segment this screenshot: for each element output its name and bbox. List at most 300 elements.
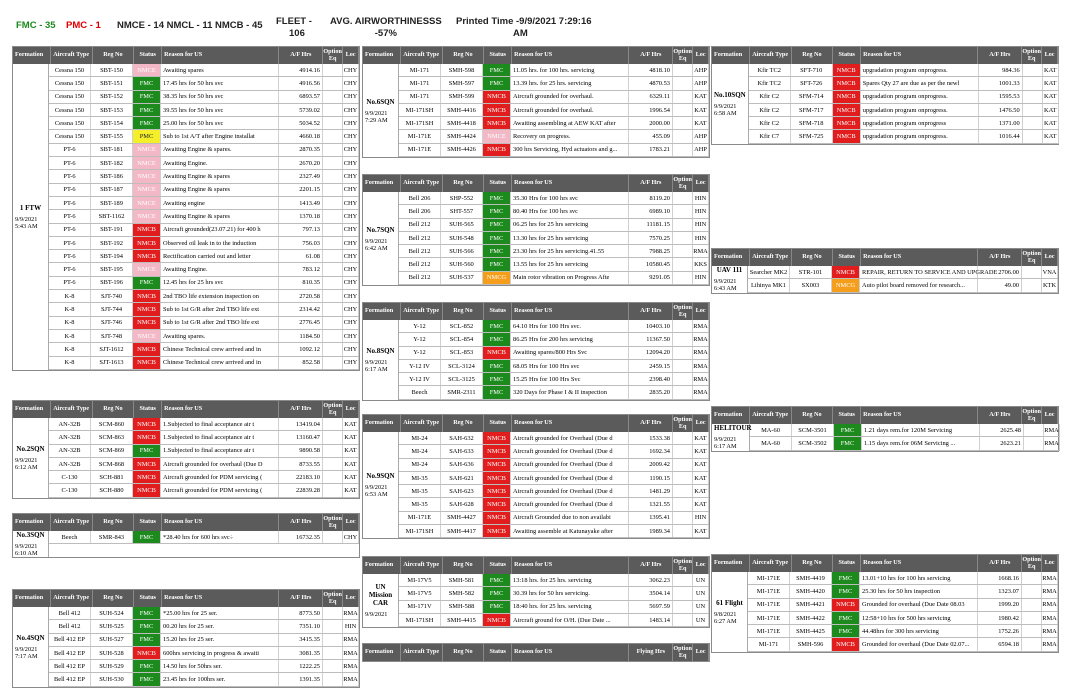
reason: Awaiting spares	[161, 64, 279, 76]
loc: AHP	[693, 77, 709, 89]
af-hrs: 61.08	[279, 250, 323, 262]
block-header-row	[13, 47, 359, 64]
aircraft-row[interactable]	[49, 157, 359, 170]
formation-date: 9/9/2021 6:12 AM	[15, 456, 38, 471]
option-eq	[1022, 625, 1042, 637]
aircraft-row[interactable]	[49, 458, 359, 471]
loc: CHY	[343, 117, 359, 129]
aircraft-row[interactable]	[749, 77, 1059, 90]
column-header-aircraft-type: Aircraft Type	[401, 415, 443, 432]
reason: 18:40 hrs. for 25 hrs. servicing	[511, 601, 629, 613]
loc: CHY	[343, 184, 359, 196]
column-header-aircraft-type: Aircraft Type	[51, 401, 93, 418]
status-badge: NMCG	[832, 279, 860, 291]
status-badge: FMC	[832, 612, 860, 624]
aircraft-type: PT-6	[49, 197, 91, 209]
aircraft-row[interactable]	[399, 64, 709, 77]
aircraft-type: Bell 206	[399, 205, 441, 217]
aircraft-row[interactable]	[49, 91, 359, 104]
option-eq	[323, 224, 343, 236]
af-hrs: 1371.00	[979, 117, 1023, 129]
column-header-loc: Loc	[693, 175, 709, 192]
aircraft-row[interactable]	[399, 459, 709, 472]
column-header-aircraft-type: Aircraft Type	[51, 590, 93, 607]
aircraft-type: PT-6	[49, 250, 91, 262]
status-badge: FMC	[483, 219, 511, 231]
aircraft-type: PT-6	[49, 144, 91, 156]
aircraft-row[interactable]	[49, 144, 359, 157]
status-badge: NMCB	[133, 418, 161, 430]
summary-header	[0, 0, 1080, 46]
column-header-option-eq: Option Eq	[323, 590, 343, 607]
loc: CHY	[343, 343, 359, 355]
af-hrs: 5697.59	[629, 601, 673, 613]
option-eq	[323, 673, 343, 685]
aircraft-row[interactable]	[49, 64, 359, 77]
loc: KAT	[693, 117, 709, 129]
af-hrs: 6989.10	[629, 205, 673, 217]
reg-no: SCH-880	[91, 484, 133, 496]
reg-no: SMH-588	[441, 601, 483, 613]
status-badge: NMCB	[133, 237, 161, 249]
aircraft-row[interactable]	[399, 525, 709, 538]
aircraft-row[interactable]	[399, 601, 709, 614]
reg-no: SBT-186	[91, 170, 133, 182]
loc: RMA	[1044, 437, 1060, 449]
aircraft-row[interactable]	[49, 647, 359, 660]
aircraft-type: AN-32B	[49, 431, 91, 443]
aircraft-row[interactable]	[399, 512, 709, 525]
loc: RMA	[1042, 638, 1058, 650]
aircraft-row[interactable]	[49, 445, 359, 458]
formation-name: No.2SQN	[16, 444, 45, 453]
aircraft-row[interactable]	[750, 424, 1060, 437]
loc: CHY	[343, 104, 359, 116]
aircraft-row[interactable]	[49, 184, 359, 197]
column-header-option-eq: Option Eq	[673, 415, 693, 432]
option-eq	[323, 117, 343, 129]
loc: KAT	[1043, 104, 1059, 116]
reason: Aircraft grounded for overhaul.	[511, 104, 629, 116]
formation-date: 9/9/2021 6:58 AM	[714, 102, 737, 117]
reason: 1.15 days rem.for 06M Servicing ...	[862, 437, 980, 449]
aircraft-row[interactable]	[49, 607, 359, 620]
column-header-aircraft-type: Aircraft Type	[51, 47, 93, 64]
block-header-row	[712, 555, 1058, 572]
aircraft-row[interactable]	[399, 258, 709, 271]
aircraft-row[interactable]	[399, 432, 709, 445]
status-badge: FMC	[133, 77, 161, 89]
status-badge: FMC	[834, 437, 862, 449]
column-header-formation: Formation	[13, 401, 51, 418]
aircraft-type: Bell 212	[399, 232, 441, 244]
column-header-reason: Reason for US	[512, 47, 629, 64]
af-hrs: 1184.50	[279, 330, 323, 342]
af-hrs: 8733.55	[279, 458, 323, 470]
aircraft-row[interactable]	[399, 77, 709, 90]
aircraft-type: MI-171E	[399, 512, 441, 524]
status-badge: NMCB	[483, 614, 511, 626]
loc: CHY	[343, 210, 359, 222]
column-header-reg-no: Reg No	[443, 47, 485, 64]
avg-label: AVG. AIRWORTHINESSS	[330, 16, 442, 27]
aircraft-row[interactable]	[49, 357, 359, 370]
aircraft-type: Bell 412	[49, 607, 91, 619]
aircraft-row[interactable]	[49, 634, 359, 647]
aircraft-row[interactable]	[748, 625, 1058, 638]
column-header-status: Status	[484, 557, 512, 574]
aircraft-row[interactable]	[399, 117, 709, 130]
formation-date: 9/9/2021 6:43 AM	[714, 278, 737, 293]
aircraft-row[interactable]	[399, 614, 709, 627]
status-badge: FMC	[483, 320, 511, 332]
aircraft-row[interactable]	[399, 498, 709, 511]
aircraft-row[interactable]	[748, 585, 1058, 598]
loc: RMA	[693, 320, 709, 332]
aircraft-type: C-130	[49, 471, 91, 483]
status-badge: NMCB	[133, 290, 161, 302]
reg-no: SCL-3124	[441, 360, 483, 372]
loc: RMA	[343, 634, 359, 646]
status-badge: FMC	[483, 601, 511, 613]
option-eq	[323, 170, 343, 182]
option-eq	[673, 574, 693, 586]
column-header-reg-no: Reg No	[792, 47, 834, 64]
aircraft-row[interactable]	[49, 343, 359, 356]
aircraft-type: Kfir C2	[749, 91, 791, 103]
reg-no: SJT-1612	[91, 343, 133, 355]
column-header-formation: Formation	[363, 557, 401, 574]
status-badge: NMCB	[833, 130, 861, 142]
af-hrs: 8119.20	[629, 192, 673, 204]
aircraft-row[interactable]	[749, 91, 1059, 104]
aircraft-row[interactable]	[399, 333, 709, 346]
column-header-af-hrs: A/F Hrs	[629, 303, 673, 320]
reg-no: SJT-744	[91, 303, 133, 315]
nmc-counts: NMCE - 14 NMCL - 11 NMCB - 45	[117, 20, 263, 31]
loc: UN	[693, 587, 709, 599]
af-hrs: 783.12	[279, 263, 323, 275]
aircraft-type: MI-171SH	[399, 104, 441, 116]
aircraft-type: Lihinya MK1	[748, 279, 790, 291]
aircraft-row[interactable]	[49, 210, 359, 223]
formation-cell	[712, 266, 748, 293]
reg-no: SFM-717	[791, 104, 833, 116]
af-hrs: 2314.42	[279, 303, 323, 315]
formation-date: 9/9/2021 5:43 AM	[15, 215, 38, 230]
aircraft-row[interactable]	[399, 386, 709, 399]
aircraft-row[interactable]	[399, 205, 709, 218]
loc: CHY	[343, 91, 359, 103]
reg-no: SMH-598	[441, 64, 483, 76]
aircraft-row[interactable]	[399, 130, 709, 143]
aircraft-row[interactable]	[49, 197, 359, 210]
option-eq	[1023, 77, 1043, 89]
aircraft-type: Y-12 IV	[399, 373, 441, 385]
column-header-option-eq: Option Eq	[673, 644, 693, 661]
aircraft-row[interactable]	[49, 471, 359, 484]
aircraft-row[interactable]	[399, 587, 709, 600]
aircraft-row[interactable]	[49, 77, 359, 90]
aircraft-row[interactable]	[49, 673, 359, 686]
squadron-block	[362, 174, 710, 286]
af-hrs: 1413.49	[279, 197, 323, 209]
reason: 86.25 Hrs for 200 hrs servicing	[511, 333, 629, 345]
loc: KAT	[343, 471, 359, 483]
column-header-option-eq: Option Eq	[673, 47, 693, 64]
option-eq	[323, 277, 343, 289]
formation-name: UAV 111	[716, 266, 743, 275]
aircraft-row[interactable]	[749, 130, 1059, 143]
aircraft-type: K-8	[49, 290, 91, 302]
status-badge: FMC	[133, 445, 161, 457]
option-eq	[1023, 64, 1043, 76]
aircraft-row[interactable]	[749, 64, 1059, 77]
aircraft-row[interactable]	[399, 144, 709, 157]
formation-cell	[363, 64, 399, 157]
formation-cell	[13, 418, 49, 498]
aircraft-type: Cessna 150	[49, 130, 91, 142]
status-badge: FMC	[483, 77, 511, 89]
option-eq	[323, 184, 343, 196]
loc: CHY	[343, 250, 359, 262]
aircraft-row[interactable]	[399, 320, 709, 333]
formation-name: No.8SQN	[366, 346, 395, 355]
reason: Sub to 1st A/T after Engine installat	[161, 130, 279, 142]
aircraft-row[interactable]	[748, 266, 1058, 279]
aircraft-row[interactable]	[49, 531, 359, 544]
aircraft-row[interactable]	[749, 104, 1059, 117]
aircraft-type: K-8	[49, 317, 91, 329]
aircraft-row[interactable]	[49, 130, 359, 143]
reg-no: SMH-4419	[790, 572, 832, 584]
loc: RMA	[693, 347, 709, 359]
af-hrs: 7988.25	[629, 245, 673, 257]
column-header-loc: Loc	[693, 47, 709, 64]
aircraft-row[interactable]	[49, 484, 359, 497]
aircraft-type: Searcher MK2	[748, 266, 790, 278]
loc: RMA	[343, 673, 359, 685]
status-badge: FMC	[832, 572, 860, 584]
aircraft-row[interactable]	[49, 117, 359, 130]
formation-cell	[712, 64, 749, 144]
af-hrs: 49.00	[978, 279, 1022, 291]
reg-no: SMH-4416	[441, 104, 483, 116]
aircraft-type: MI-171SH	[399, 117, 441, 129]
aircraft-row[interactable]	[399, 219, 709, 232]
aircraft-row[interactable]	[49, 277, 359, 290]
aircraft-row[interactable]	[748, 572, 1058, 585]
af-hrs: 7570.25	[629, 232, 673, 244]
aircraft-type: Bell 412 EP	[49, 660, 91, 672]
option-eq	[1022, 572, 1042, 584]
aircraft-row[interactable]	[399, 485, 709, 498]
column-header-aircraft-type: Aircraft Type	[750, 555, 792, 572]
column-header-reg-no: Reg No	[443, 415, 485, 432]
column-header-reg-no: Reg No	[93, 47, 135, 64]
aircraft-row[interactable]	[49, 170, 359, 183]
aircraft-row[interactable]	[748, 279, 1058, 292]
af-hrs: 3415.35	[279, 634, 323, 646]
aircraft-row[interactable]	[399, 574, 709, 587]
status-badge: NMCB	[133, 357, 161, 369]
reg-no: SCL-854	[441, 333, 483, 345]
formation-date: 9/9/2021	[365, 611, 388, 619]
aircraft-row[interactable]	[399, 272, 709, 285]
status-badge: NMCE	[133, 263, 161, 275]
printed-time	[456, 16, 592, 40]
option-eq	[1023, 117, 1043, 129]
status-badge: FMC	[133, 673, 161, 685]
aircraft-type: MI-17V5	[399, 574, 441, 586]
reg-no: SFT-710	[791, 64, 833, 76]
aircraft-row[interactable]	[399, 91, 709, 104]
af-hrs: 1395.41	[629, 512, 673, 524]
aircraft-row[interactable]	[399, 192, 709, 205]
aircraft-row[interactable]	[399, 445, 709, 458]
af-hrs: 2201.15	[279, 184, 323, 196]
aircraft-row[interactable]	[399, 373, 709, 386]
option-eq	[1023, 91, 1043, 103]
status-badge: FMC	[133, 104, 161, 116]
formation-cell	[363, 574, 399, 627]
printed-ampm: AM	[513, 28, 528, 39]
status-badge: NMCB	[483, 104, 511, 116]
aircraft-row[interactable]	[748, 638, 1058, 651]
aircraft-row[interactable]	[49, 290, 359, 303]
af-hrs: 9890.58	[279, 445, 323, 457]
aircraft-row[interactable]	[49, 330, 359, 343]
af-hrs: 1481.29	[629, 485, 673, 497]
aircraft-row[interactable]	[399, 245, 709, 258]
loc: CHY	[343, 317, 359, 329]
reg-no: SMH-4422	[790, 612, 832, 624]
option-eq	[673, 245, 693, 257]
af-hrs: 2706.00	[978, 266, 1022, 278]
aircraft-row[interactable]	[49, 431, 359, 444]
block-header-row	[712, 47, 1058, 64]
aircraft-type: MI-35	[399, 498, 441, 510]
option-eq	[1024, 424, 1044, 436]
af-hrs: 2398.40	[629, 373, 673, 385]
aircraft-row[interactable]	[49, 303, 359, 316]
option-eq	[323, 104, 343, 116]
status-badge: NMCB	[483, 144, 511, 156]
reason: Awaiting Engine & spares.	[161, 144, 279, 156]
loc: HIN	[343, 620, 359, 632]
aircraft-row[interactable]	[49, 250, 359, 263]
reason: *28.40 hrs for 600 hrs svc÷	[161, 531, 279, 543]
aircraft-row[interactable]	[49, 418, 359, 431]
aircraft-row[interactable]	[49, 263, 359, 276]
reg-no: SCM-860	[91, 418, 133, 430]
block-header-row	[363, 415, 709, 432]
reason: 1.Subjected to final acceptance air t	[161, 445, 279, 457]
option-eq	[323, 263, 343, 275]
column-header-aircraft-type: Aircraft Type	[401, 303, 443, 320]
aircraft-row[interactable]	[49, 620, 359, 633]
status-badge: FMC	[483, 373, 511, 385]
loc: HIN	[693, 232, 709, 244]
aircraft-row[interactable]	[749, 117, 1059, 130]
aircraft-row[interactable]	[399, 104, 709, 117]
column-header-reason: Reason for US	[512, 557, 629, 574]
reason: Awaiting spares/800 Hrs Svc	[511, 347, 629, 359]
status-badge: NMCE	[133, 184, 161, 196]
aircraft-row[interactable]	[750, 437, 1060, 450]
reason: *25.00 hrs for 25 ser.	[161, 607, 279, 619]
column-header-af-hrs: A/F Hrs	[279, 401, 323, 418]
option-eq	[673, 472, 693, 484]
column-header-option-eq: Option Eq	[1022, 47, 1042, 64]
column-header-status: Status	[484, 175, 512, 192]
reason: Awaiting Engine.	[161, 263, 279, 275]
loc: KAT	[693, 525, 709, 537]
reg-no: SMR-2311	[441, 386, 483, 398]
aircraft-row[interactable]	[49, 104, 359, 117]
loc: UN	[693, 574, 709, 586]
loc: KAT	[1043, 130, 1059, 142]
reg-no: SBT-151	[91, 77, 133, 89]
option-eq	[673, 192, 693, 204]
af-hrs: 455.09	[629, 130, 673, 142]
aircraft-type: Bell 212	[399, 272, 441, 284]
block-header-row	[13, 514, 359, 531]
aircraft-type: MI-17V5	[399, 587, 441, 599]
aircraft-row[interactable]	[399, 232, 709, 245]
af-hrs: 11367.50	[629, 333, 673, 345]
aircraft-row[interactable]	[49, 317, 359, 330]
status-badge: NMCE	[483, 130, 511, 142]
loc: KAT	[343, 445, 359, 457]
aircraft-row[interactable]	[748, 599, 1058, 612]
aircraft-type: MI-171E	[748, 599, 790, 611]
aircraft-type: Kfir C2	[749, 104, 791, 116]
aircraft-row[interactable]	[399, 360, 709, 373]
formation-name: No.10SQN	[714, 90, 746, 99]
option-eq	[323, 445, 343, 457]
af-hrs: 1595.53	[979, 91, 1023, 103]
column-header-aircraft-type: Aircraft Type	[750, 249, 792, 266]
column-header-formation: Formation	[13, 514, 51, 531]
loc: CHY	[343, 237, 359, 249]
reason: 00.20 hrs for 25 ser.	[161, 620, 279, 632]
aircraft-row[interactable]	[49, 224, 359, 237]
aircraft-row[interactable]	[399, 472, 709, 485]
aircraft-row[interactable]	[49, 660, 359, 673]
loc: CHY	[343, 64, 359, 76]
loc: CHY	[343, 263, 359, 275]
reg-no: SBT-153	[91, 104, 133, 116]
aircraft-row[interactable]	[49, 237, 359, 250]
squadron-block	[711, 46, 1059, 145]
reason: 13.30 hrs for 25 hrs servicing	[511, 232, 629, 244]
aircraft-row[interactable]	[399, 347, 709, 360]
reg-no: SUH-525	[91, 620, 133, 632]
reg-no: SUH-537	[441, 272, 483, 284]
column-header-reg-no: Reg No	[93, 590, 135, 607]
reason: 12.45 hrs for 25 hrs svc	[161, 277, 279, 289]
reg-no: SMH-4420	[790, 585, 832, 597]
af-hrs: 3062.23	[629, 574, 673, 586]
status-badge: NMCB	[483, 472, 511, 484]
loc: RMA	[1042, 599, 1058, 611]
aircraft-type: Bell 212	[399, 258, 441, 270]
option-eq	[1022, 279, 1042, 291]
aircraft-row[interactable]	[748, 612, 1058, 625]
squadron-block	[362, 556, 710, 628]
loc: AHP	[693, 64, 709, 76]
